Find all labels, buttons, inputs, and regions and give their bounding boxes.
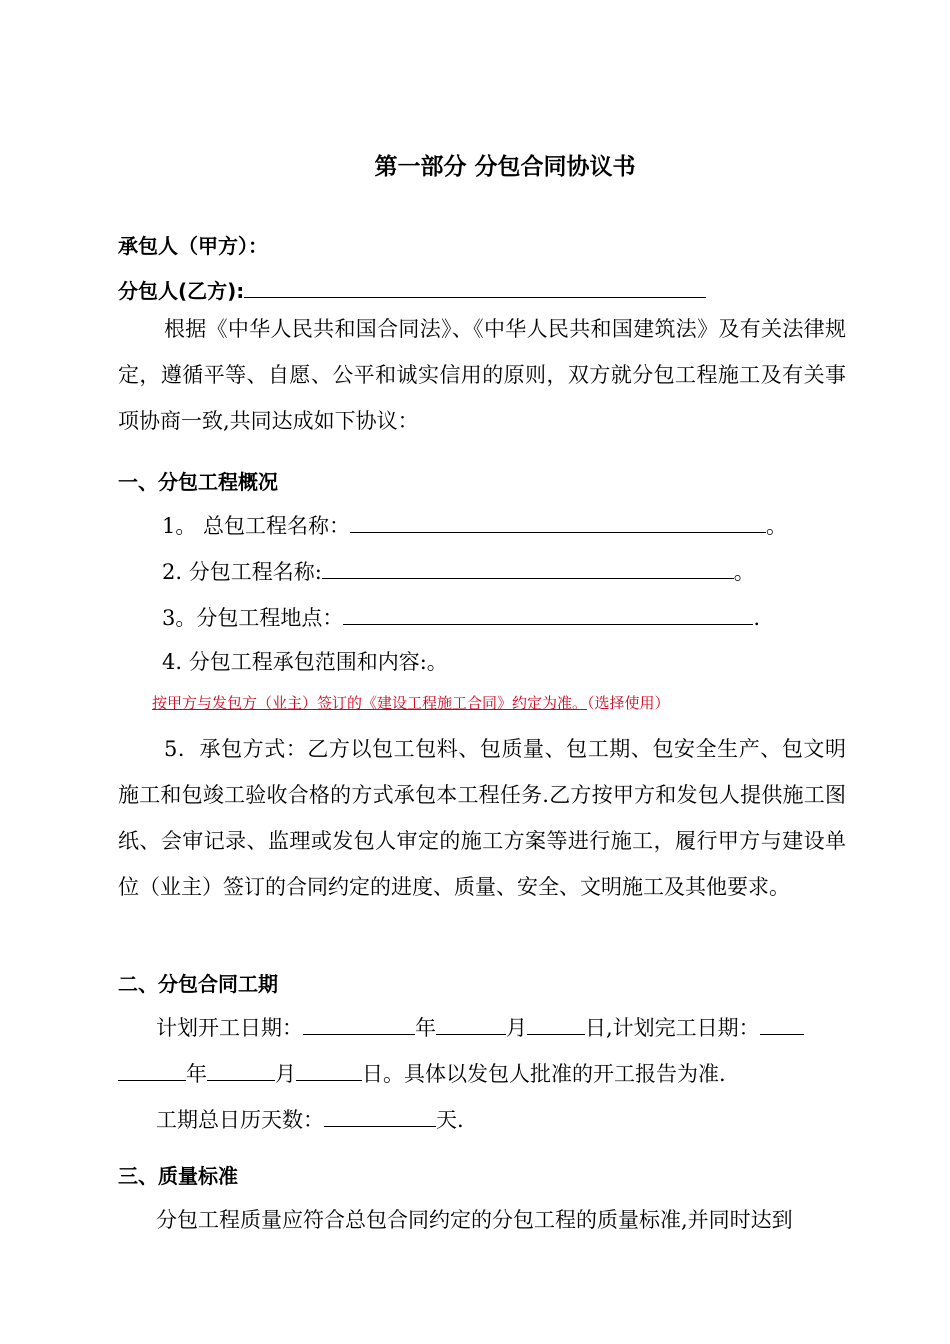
- item4-label: 4. 分包工程承包范围和内容:。: [162, 650, 448, 674]
- duration-unit: 天.: [436, 1108, 464, 1132]
- page-title: 第一部分 分包合同协议书: [374, 154, 636, 180]
- start-day-blank[interactable]: [527, 1014, 585, 1035]
- party-b-line: [118, 275, 706, 304]
- year-label: 年: [415, 1016, 436, 1040]
- finish-day-blank[interactable]: [296, 1060, 362, 1081]
- item2-end: 。: [733, 560, 755, 584]
- quality-text: 分包工程质量应符合总包合同约定的分包工程的质量标准,并同时达到: [156, 1208, 793, 1232]
- duration-blank[interactable]: [324, 1106, 436, 1127]
- finish-month-blank[interactable]: [207, 1060, 275, 1081]
- start-year-blank[interactable]: [303, 1014, 415, 1035]
- item1-label: 1。 总包工程名称：: [162, 514, 351, 538]
- party-b-blank[interactable]: [244, 277, 706, 298]
- party-b-label: 分包人(乙方):: [118, 279, 245, 303]
- section3-heading: 三、质量标准: [118, 1164, 238, 1188]
- item1-end: 。: [766, 514, 788, 538]
- finish-date-tail: 日。具体以发包人批准的开工报告为准.: [362, 1062, 726, 1086]
- start-month-blank[interactable]: [436, 1014, 506, 1035]
- item3-line: [162, 602, 760, 632]
- month-label-2: 月: [275, 1062, 296, 1086]
- month-label: 月: [506, 1016, 527, 1040]
- scope-note-main: 按甲方与发包方（业主）签订的《建设工程施工合同》约定为准。: [152, 694, 588, 712]
- item3-label: 3。分包工程地点：: [162, 606, 344, 630]
- item1-blank[interactable]: [350, 512, 766, 533]
- section2-heading: 二、分包合同工期: [118, 972, 278, 996]
- schedule-line-1: [156, 1012, 804, 1042]
- scope-note: [152, 692, 670, 713]
- party-a-label: 承包人（甲方）：: [118, 234, 268, 258]
- finish-date-label: 日,计划完工日期：: [585, 1016, 760, 1040]
- finish-year-blank-part2[interactable]: [118, 1060, 186, 1081]
- item2-label: 2. 分包工程名称:: [162, 560, 322, 584]
- finish-year-blank-part1[interactable]: [760, 1014, 804, 1035]
- item5-paragraph: 5．承包方式：乙方以包工包料、包质量、包工期、包安全生产、包文明施工和包竣工验收合格的方式承包本工程任务.乙方按甲方和发包人提供施工图纸、会审记录、监理或发包人审定的施工方案等进行施工，履行甲方与建设单位（业主）签订的合同约定的进度、质量、安全、文明施工及其他要求。: [118, 737, 846, 899]
- start-date-label: 计划开工日期：: [156, 1016, 303, 1040]
- preamble: 根据《中华人民共和国合同法》、《中华人民共和国建筑法》及有关法律规定，遵循平等、自愿、公平和诚实信用的原则，双方就分包工程施工及有关事项协商一致,共同达成如下协议：: [118, 317, 846, 433]
- item1-line: [162, 510, 787, 540]
- schedule-line-2: [118, 1058, 726, 1088]
- section1-heading: 一、分包工程概况: [118, 470, 278, 494]
- item3-blank[interactable]: [343, 604, 753, 625]
- duration-line: [156, 1104, 464, 1134]
- year-label-2: 年: [186, 1062, 207, 1086]
- duration-label: 工期总日历天数：: [156, 1108, 324, 1132]
- item2-blank[interactable]: [322, 558, 734, 579]
- item3-end: .: [753, 606, 761, 630]
- item2-line: [162, 556, 755, 586]
- scope-note-tail: （选择使用）: [587, 694, 670, 712]
